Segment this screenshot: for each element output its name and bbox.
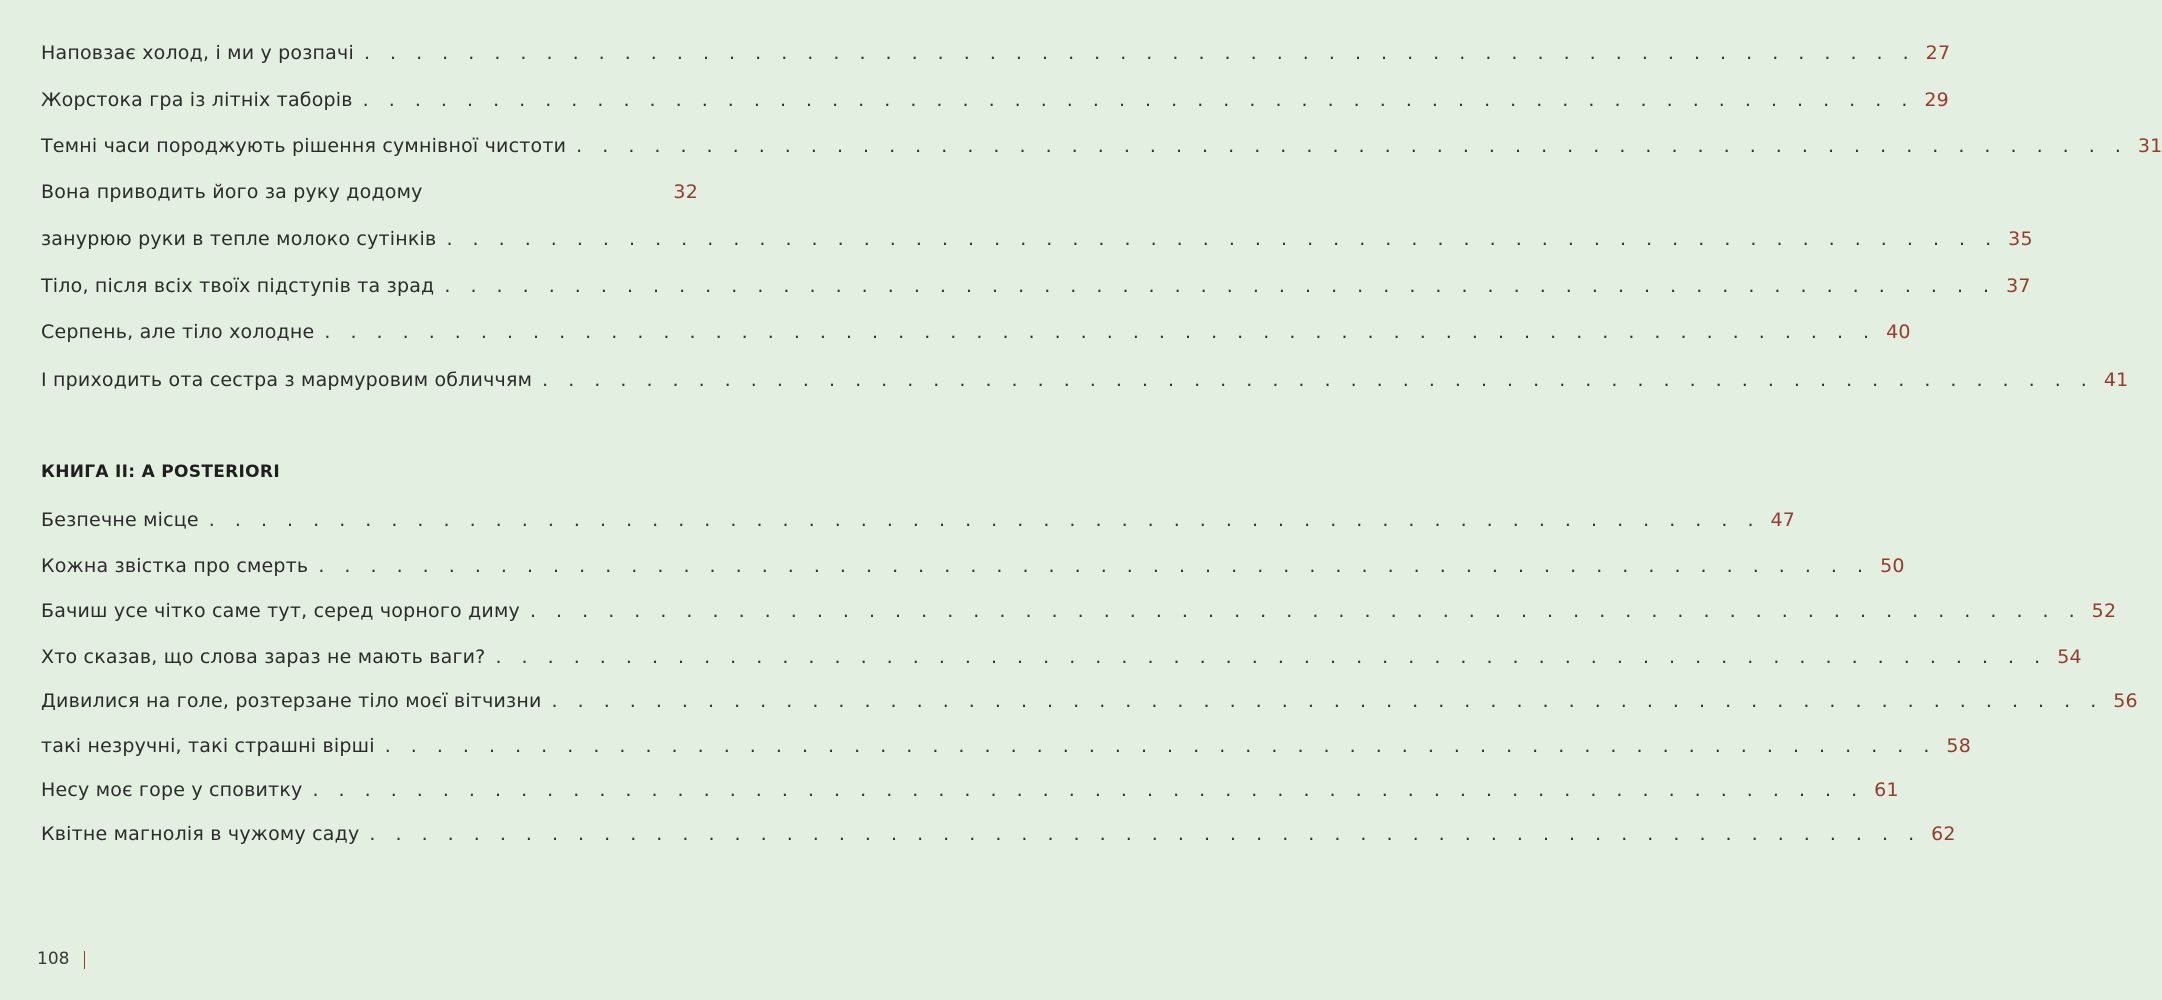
toc-entry-title: Несу моє горе у сповитку: [41, 779, 303, 801]
toc-entry-page: 56: [2113, 690, 2138, 712]
toc-entry[interactable]: [41, 275, 2031, 297]
toc-entry[interactable]: [41, 181, 698, 203]
toc-entry-title: Тіло, після всіх твоїх підступів та зрад: [41, 275, 435, 297]
toc-entry[interactable]: [41, 779, 1899, 801]
dot-leader: . . . . . . . . . . . . . . . . . . . . . . . . . . . . . . . . . . . . . . . . . . . . . . . . . . . . . . . . . . . .: [444, 275, 1997, 297]
dot-leader: . . . . . . . . . . . . . . . . . . . . . . . . . . . . . . . . . . . . . . . . . . . . . . . . . . . . . . . . . . . .: [384, 735, 1937, 757]
dot-leader: . . . . . . . . . . . . . . . . . . . . . . . . . . . . . . . . . . . . . . . . . . . . . . . . . . . . . . . . . . . .: [208, 509, 1761, 531]
toc-entry-title: Бачиш усе чітко саме тут, серед чорного диму: [41, 600, 520, 622]
toc-entry-title: Темні часи породжують рішення сумнівної чистоти: [41, 135, 567, 157]
page-number: 108: [37, 949, 70, 969]
dot-leader: . . . . . . . . . . . . . . . . . . . . . . . . . . . . . . . . . . . . . . . . . . . . . . . . . . . . . . . . . . . .: [551, 690, 2104, 712]
dot-leader: . . . . . . . . . . . . . . . . . . . . . . . . . . . . . . . . . . . . . . . . . . . . . . . . . . . . . . . . . . . .: [312, 779, 1865, 801]
toc-entry-title: Кожна звістка про смерть: [41, 555, 309, 577]
toc-entry-page: 61: [1874, 779, 1899, 801]
dot-leader: . . . . . . . . . . . . . . . . . . . . . . . . . . . . . . . . . . . . . . . . . . . . . . . . . . . . . . . . . . . .: [446, 228, 1999, 250]
page-number-divider: [84, 951, 85, 969]
toc-entry-title: Дивилися на голе, розтерзане тіло моєї вітчизни: [41, 690, 542, 712]
toc-entry-page: 29: [1924, 89, 1949, 111]
toc-entry[interactable]: [41, 646, 2082, 668]
toc-entry[interactable]: [41, 823, 1956, 845]
toc-entry-title: Безпечне місце: [41, 509, 199, 531]
toc-entry-page: 35: [2008, 228, 2033, 250]
toc-entry-title: Хто сказав, що слова зараз не мають ваги?: [41, 646, 486, 668]
toc-entry[interactable]: [41, 135, 2162, 157]
toc-entry[interactable]: [41, 89, 1949, 111]
toc-entry-page: 58: [1946, 735, 1971, 757]
toc-entry-title: Наповзає холод, і ми у розпачі: [41, 42, 354, 64]
toc-entry-title: такі незручні, такі страшні вірші: [41, 735, 375, 757]
toc-entry[interactable]: [41, 509, 1796, 531]
dot-leader: . . . . . . . . . . . . . . . . . . . . . . . . . . . . . . . . . . . . . . . . . . . . . . . . . . . . . . . . . . . .: [324, 321, 1877, 343]
dot-leader: . . . . . . . . . . . . . . . . . . . . . . . . . . . . . . . . . . . . . . . . . . . . . . . . . . . . . . . . . . . .: [576, 135, 2128, 157]
dot-leader: . . . . . . . . . . . . . . . . . . . . . . . . . . . . . . . . . . . . . . . . . . . . . . . . . . . . . . . . . . . .: [369, 823, 1922, 845]
toc-entry-page: 31: [2137, 135, 2162, 157]
toc-entry[interactable]: [41, 555, 1905, 577]
toc-entry[interactable]: [41, 600, 2117, 622]
toc-entry-page: 32: [673, 181, 698, 203]
dot-leader: . . . . . . . . . . . . . . . . . . . . . . . . . . . . . . . . . . . . . . . . . . . . . . . . . . . . . . . . . . . .: [363, 42, 1916, 64]
toc-entry[interactable]: [41, 42, 1951, 64]
toc-entry[interactable]: [41, 369, 2129, 391]
toc-entry[interactable]: [41, 690, 2138, 712]
toc-entry[interactable]: [41, 228, 2033, 250]
toc-entry-page: 52: [2091, 600, 2117, 622]
toc-entry-page: 54: [2057, 646, 2082, 668]
toc-entry-title: Квітне магнолія в чужому саду: [41, 823, 360, 845]
toc-entry-page: 62: [1931, 823, 1956, 845]
dot-leader: . . . . . . . . . . . . . . . . . . . . . . . . . . . . . . . . . . . . . . . . . . . . . . . . . . . . . . . . . . . .: [542, 369, 2094, 391]
dot-leader: . . . . . . . . . . . . . . . . . . . . . . . . . . . . . . . . . . . . . . . . . . . . . . . . . . . . . . . . . . . .: [318, 555, 1871, 577]
toc-entry[interactable]: [41, 735, 1971, 757]
toc-entry-title: І приходить ота сестра з мармуровим обличчям: [41, 369, 533, 391]
dot-leader: . . . . . . . . . . . . . . . . . . . . . . . . . . . . . . . . . . . . . . . . . . . . . . . . . . . . . . . . . . . .: [529, 600, 2082, 622]
toc-entry-title: занурюю руки в тепле молоко сутінків: [41, 228, 437, 250]
dot-leader: . . . . . . . . . . . . . . . . . . . . . . . . . . . . . . . . . . . . . . . . . . . . . . . . . . . . . . . . . . . .: [362, 89, 1915, 111]
toc-entry-page: 37: [2006, 275, 2031, 297]
section-heading: КНИГА II: A POSTERIORI: [41, 462, 280, 482]
toc-entry-title: Серпень, але тіло холодне: [41, 321, 315, 343]
toc-entry-page: 47: [1770, 509, 1796, 531]
dot-leader: . . . . . . . . . . . . . . . . . . . . . . . . . . . . . . . . . . . . . . . . . . . . . . . . . . . . . . . . . . . .: [495, 646, 2048, 668]
toc-entry-title: Вона приводить його за руку додому: [41, 181, 423, 203]
toc-entry-page: 40: [1886, 321, 1911, 343]
toc-entry-page: 41: [2103, 369, 2129, 391]
toc-entry[interactable]: [41, 321, 1911, 343]
toc-entry-page: 50: [1880, 555, 1905, 577]
toc-entry-title: Жорстока гра із літніх таборів: [41, 89, 353, 111]
toc-entry-page: 27: [1925, 42, 1951, 64]
